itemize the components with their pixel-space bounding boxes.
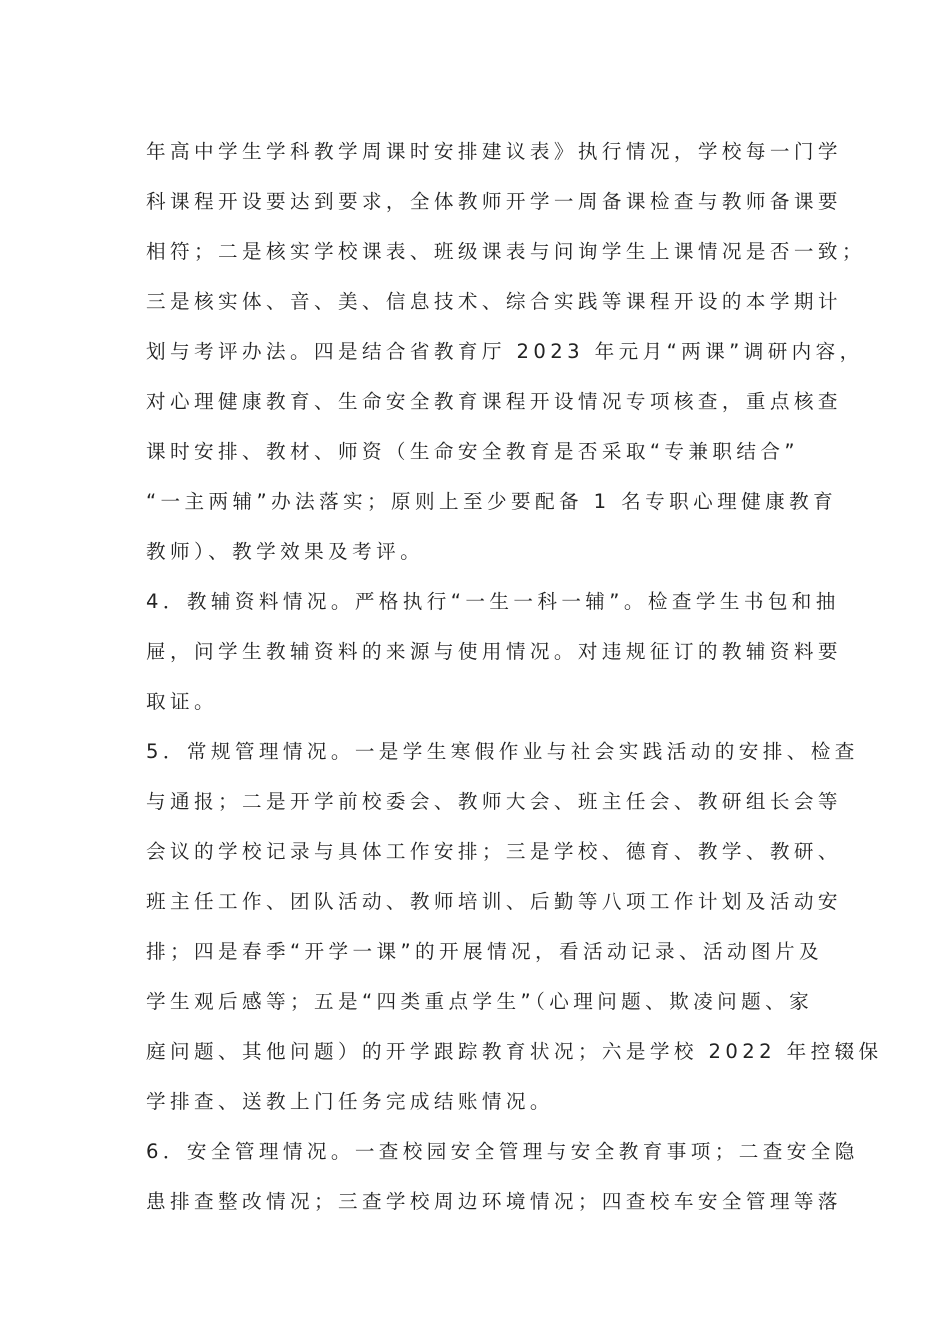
text-line: 班主任工作、团队活动、教师培训、后勤等八项工作计划及活动安 (146, 890, 842, 913)
text-line: 患排查整改情况；三查学校周边环境情况；四查校车安全管理等落 (146, 1190, 842, 1213)
text-line: 6．安全管理情况。一查校园安全管理与安全教育事项；二查安全隐 (146, 1140, 859, 1163)
text-line: 课时安排、教材、师资（生命安全教育是否采取“专兼职结合” (146, 440, 799, 463)
text-line: 庭问题、其他问题）的开学跟踪教育状况；六是学校 2022 年控辍保 (146, 1040, 883, 1063)
text-line: 相符；二是核实学校课表、班级课表与问询学生上课情况是否一致； (146, 240, 866, 263)
text-line: 教师）、教学效果及考评。 (146, 540, 425, 563)
text-line: 三是核实体、音、美、信息技术、综合实践等课程开设的本学期计 (146, 290, 842, 313)
text-line: 4．教辅资料情况。严格执行“一生一科一辅”。检查学生书包和抽 (146, 590, 840, 613)
text-line: 排；四是春季“开学一课”的开展情况，看活动记录、活动图片及 (146, 940, 823, 963)
text-line: 学排查、送教上门任务完成结账情况。 (146, 1090, 554, 1113)
text-line: 取证。 (146, 690, 218, 713)
text-line: 会议的学校记录与具体工作安排；三是学校、德育、教学、教研、 (146, 840, 842, 863)
text-line: 对心理健康教育、生命安全教育课程开设情况专项核查，重点核查 (146, 390, 842, 413)
text-line: 科课程开设要达到要求，全体教师开学一周备课检查与教师备课要 (146, 190, 842, 213)
text-line: “一主两辅”办法落实；原则上至少要配备 1 名专职心理健康教育 (146, 490, 838, 513)
text-line: 屉，问学生教辅资料的来源与使用情况。对违规征订的教辅资料要 (146, 640, 842, 663)
text-line: 5．常规管理情况。一是学生寒假作业与社会实践活动的安排、检查 (146, 740, 859, 763)
text-line: 年高中学生学科教学周课时安排建议表》执行情况，学校每一门学 (146, 140, 842, 163)
text-line: 学生观后感等；五是“四类重点学生”（心理问题、欺凌问题、家 (146, 990, 814, 1013)
text-line: 划与考评办法。四是结合省教育厅 2023 年元月“两课”调研内容， (146, 340, 864, 363)
text-line: 与通报；二是开学前校委会、教师大会、班主任会、教研组长会等 (146, 790, 842, 813)
